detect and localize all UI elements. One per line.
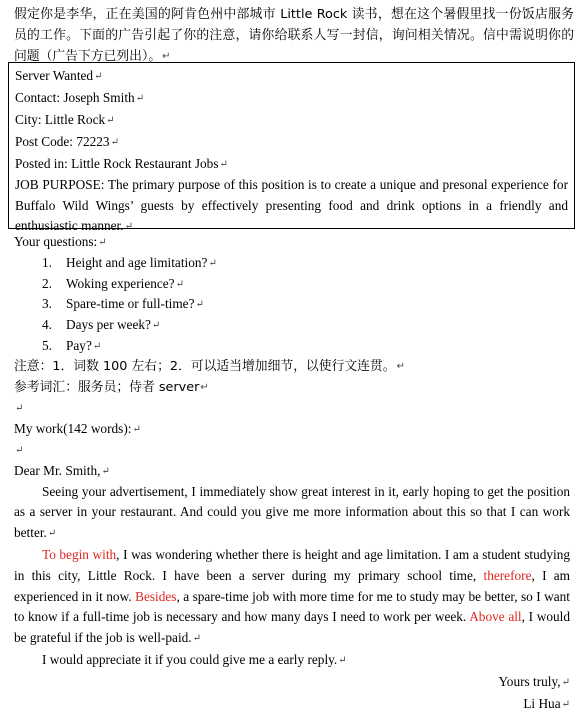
ad-contact: Contact: Joseph Smith — [15, 90, 135, 105]
paragraph-mark-icon: ↵ — [132, 424, 141, 436]
list-item — [14, 336, 570, 357]
paragraph-mark-icon: ↵ — [200, 381, 209, 393]
paragraph-mark-icon: ↵ — [195, 299, 204, 311]
list-item-number: 3. — [42, 296, 52, 312]
paragraph-mark-icon: ↵ — [94, 71, 103, 82]
questions-heading: Your questions: — [14, 234, 98, 249]
letter-signature: Li Hua — [523, 695, 561, 711]
letter-p1-text: Seeing your advertisement, I immediately show great interest in it, early hoping to get the position as a server in your restaurant. And could you give me more information about this so that I can work better. — [14, 483, 570, 541]
letter-paragraph-2 — [14, 545, 570, 650]
ad-postcode: Post Code: 72223 — [15, 134, 110, 149]
list-item-text: Spare-time or full-time? — [66, 296, 195, 312]
vocab-text: 参考词汇：服务员；侍者 server — [14, 379, 200, 395]
paragraph-mark-icon: ↵ — [106, 115, 115, 126]
empty-line — [14, 398, 570, 419]
ad-city-line — [15, 109, 568, 131]
task-instructions-text: 假定你是李华，正在美国的阿肯色州中部城市 Little Rock 读书，想在这个暑假里找一份饭店服务员的工作。下面的广告引起了你的注意，请你给联系人写一封信，询问相关情况。信中需说明你的问题（广告下方已列出）。 — [14, 7, 574, 64]
list-item-number: 1. — [42, 254, 52, 270]
questions-heading-line — [14, 232, 570, 253]
letter-p3-text: I would appreciate it if you could give me a early reply. — [42, 651, 338, 667]
ad-job-purpose — [15, 175, 568, 238]
list-item-number: 4. — [42, 317, 52, 333]
letter-greeting-line — [14, 461, 570, 482]
list-item-number: 5. — [42, 337, 52, 353]
letter-p2-text-d: , I would be grateful if the job is well-paid. — [14, 609, 570, 646]
letter-p2-text-b: , I am experienced in it now. — [14, 567, 570, 604]
ad-posted: Posted in: Little Rock Restaurant Jobs — [15, 156, 219, 171]
paragraph-mark-icon: ↵ — [124, 221, 133, 232]
letter-closing: Yours truly, — [498, 673, 561, 689]
letter-p2-text-a: , I was wondering whether there is height and age limitation. I am a student studying in this city, Little Rock. I have been a server during my primary school time, — [14, 546, 571, 583]
ad-contact-line — [15, 87, 568, 109]
paragraph-mark-icon: ↵ — [561, 698, 570, 710]
list-item — [14, 315, 570, 336]
connector-to-begin-with: To begin with — [42, 546, 117, 562]
job-advertisement-box — [8, 62, 575, 233]
connector-besides: Besides — [135, 588, 177, 604]
paragraph-mark-icon: ↵ — [92, 340, 102, 352]
ad-purpose-text: JOB PURPOSE: The primary purpose of this position is to create a unique and presonal experience for Buffalo Wild Wings’ guests by effectively presenting food and drink options in a friendly and enthusiastic manner. — [15, 177, 568, 233]
ad-posted-line — [15, 153, 568, 175]
paragraph-mark-icon: ↵ — [208, 257, 217, 269]
paragraph-mark-icon: ↵ — [135, 93, 145, 104]
document-body — [14, 232, 570, 715]
connector-therefore: therefore — [483, 567, 532, 583]
paragraph-mark-icon: ↵ — [162, 51, 171, 62]
paragraph-mark-icon: ↵ — [338, 654, 347, 666]
paragraph-mark-icon: ↵ — [110, 137, 119, 148]
list-item-text: Pay? — [66, 337, 92, 353]
task-instructions — [14, 4, 574, 67]
paragraph-mark-icon: ↵ — [15, 403, 24, 415]
letter-paragraph-1 — [14, 482, 570, 545]
paragraph-mark-icon: ↵ — [151, 320, 161, 332]
letter-closing-line — [14, 672, 570, 694]
ad-city: City: Little Rock — [15, 112, 106, 127]
letter-paragraph-3 — [14, 650, 570, 672]
letter-p2-text-c: , a spare-time job with more time for me to study may be better, so I want to know if a full-time job is necessary and how many days I need to work per week. — [14, 588, 570, 625]
letter-signature-line — [14, 694, 570, 715]
paragraph-mark-icon: ↵ — [396, 360, 405, 372]
vocab-line — [14, 378, 570, 399]
paragraph-mark-icon: ↵ — [192, 633, 201, 645]
paragraph-mark-icon: ↵ — [175, 278, 184, 290]
ad-title: Server Wanted — [15, 68, 94, 83]
empty-line — [14, 440, 570, 461]
questions-list — [14, 253, 570, 357]
list-item-text: Days per week? — [66, 317, 151, 333]
paragraph-mark-icon: ↵ — [47, 528, 57, 540]
paragraph-mark-icon: ↵ — [101, 465, 110, 477]
my-work-heading: My work(142 words): — [14, 421, 132, 437]
list-item — [14, 274, 570, 295]
connector-above-all: Above all — [469, 609, 522, 625]
my-work-line — [14, 419, 570, 440]
list-item — [14, 294, 570, 315]
letter-greeting: Dear Mr. Smith, — [14, 462, 101, 478]
ad-title-line — [15, 65, 568, 87]
list-item — [14, 253, 570, 274]
list-item-text: Woking experience? — [66, 275, 175, 291]
list-item-text: Height and age limitation? — [66, 254, 208, 270]
paragraph-mark-icon: ↵ — [561, 676, 570, 688]
notes-line — [14, 357, 570, 378]
list-item-number: 2. — [42, 275, 52, 291]
paragraph-mark-icon: ↵ — [15, 444, 24, 456]
ad-postcode-line — [15, 131, 568, 153]
paragraph-mark-icon: ↵ — [219, 159, 228, 170]
paragraph-mark-icon: ↵ — [98, 237, 107, 248]
notes-text: 注意：1．词数 100 左右；2．可以适当增加细节，以使行文连贯。 — [14, 358, 396, 374]
